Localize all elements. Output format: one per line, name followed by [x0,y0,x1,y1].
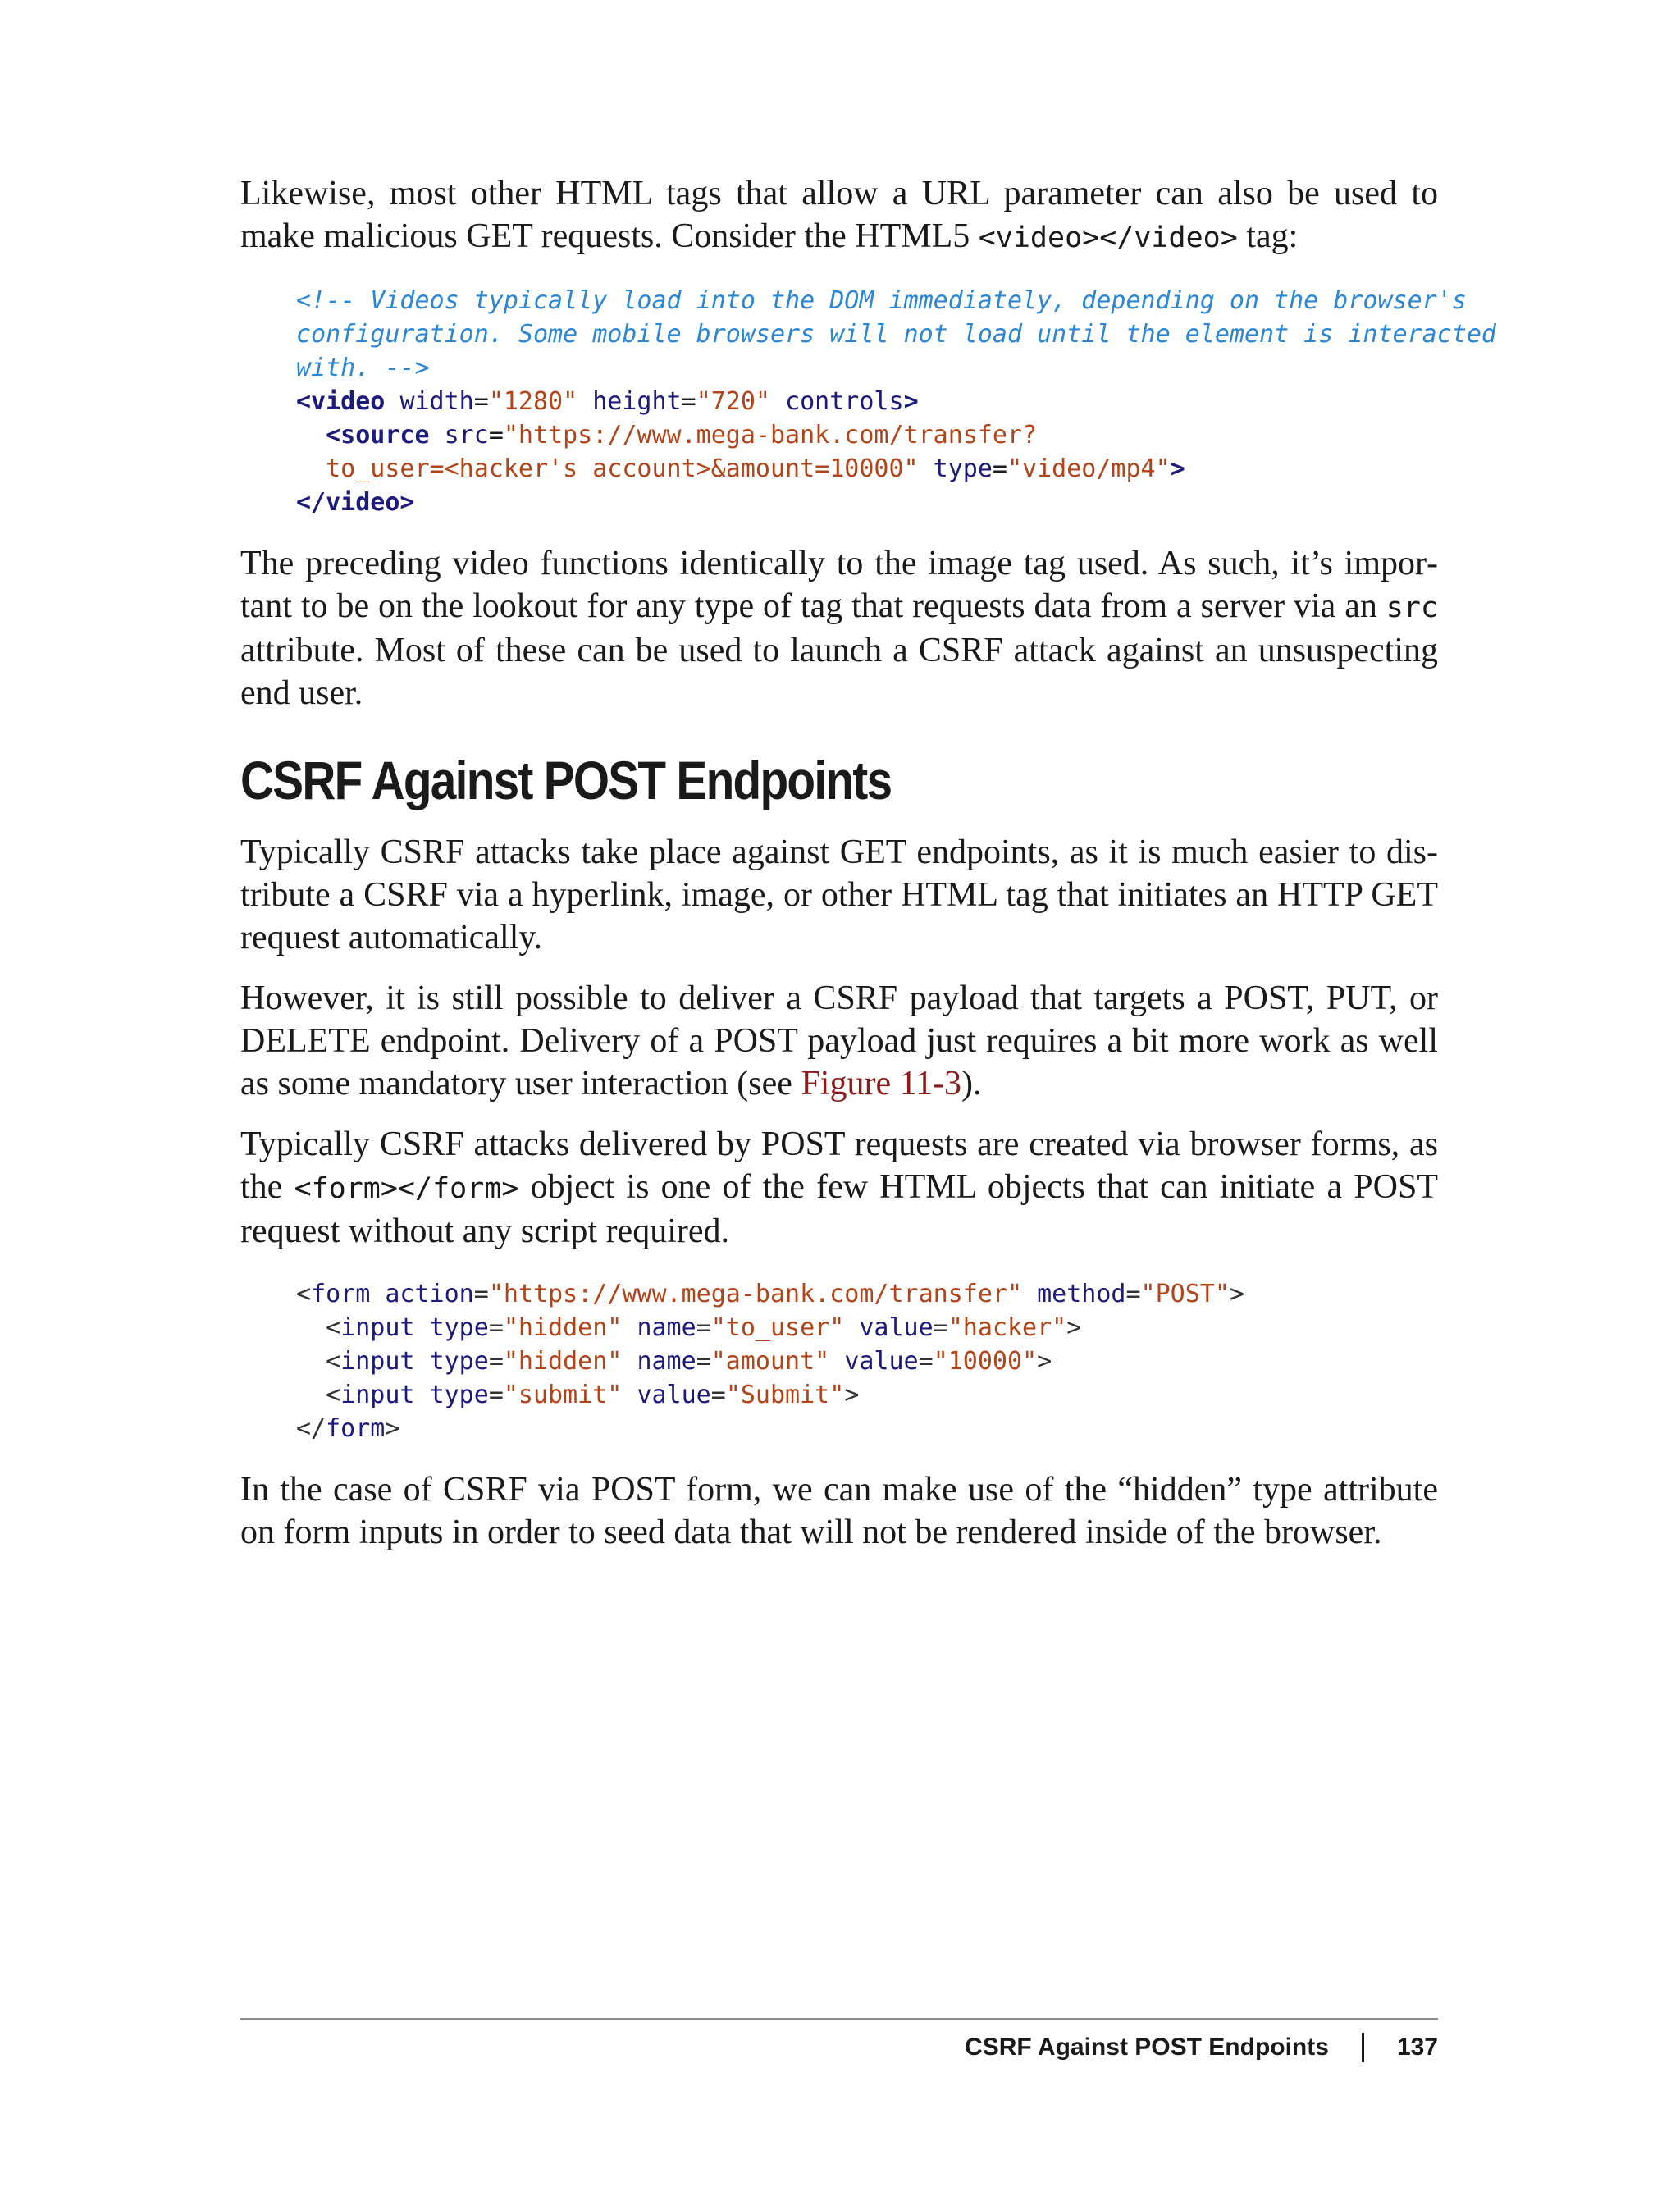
code-punct: < [326,1347,341,1376]
code-attr: width [399,387,474,416]
code-tag: form [326,1414,386,1443]
code-string: "POST" [1140,1280,1230,1308]
code-punct: < [326,1313,341,1342]
code-punct: < [296,1280,312,1308]
inline-code-video: <video></video> [978,221,1238,254]
code-string: "hidden" [503,1313,623,1342]
code-block-video: <!-- Videos typically load into the DOM immediately, depending on the browser's configuration. Some mobile browsers will not load until the element is interacted with. --> <video width="1280" height="720" controls> <source src="https://www.mega-bank.com/transfer? to_user=<hacker's account>&amount=10000" type="video/mp4"> </video> [296,286,1496,517]
code-punct: = [488,1313,504,1342]
footer-separator [1362,2033,1364,2062]
footer-section-title: CSRF Against POST Endpoints [965,2034,1329,2061]
code-punct: > [1066,1313,1082,1342]
code-attr: type [429,1347,489,1376]
code-string: to_user=<hacker's account>&amount=10000" [326,454,919,483]
code-punct: > [844,1381,860,1409]
text-run: However, it is still possible to deliver a CSRF payload that targets a POST, PUT, or DELETE endpoint. Delivery of a POST payload just requires a bit more work as well as some mandatory user interaction (see [240,979,1438,1102]
code-string: "10000" [933,1347,1038,1376]
text-run: object is one of the few HTML objects that can initiate a POST request without any script required. [240,1168,1438,1250]
text-run: In the case of CSRF via POST form, we can make use of the “hidden” type attribute on form inputs in order to seed data that will not be rendered inside of the browser. [240,1471,1438,1551]
code-tag: input [340,1347,415,1376]
code-attr: value [844,1347,919,1376]
page-footer [965,2031,1438,2064]
paragraph-hidden-inputs [240,1468,1438,1554]
text-run: Typically CSRF attacks take place against GET endpoints, as it is much easier to distribute a CSRF via a hyperlink, image, or other HTML tag that initiates an HTTP GET request automatically. [240,833,1438,956]
code-punct: = [488,1347,504,1376]
code-tag: input [340,1313,415,1342]
code-punct: = [488,1381,504,1409]
code-punct: = [473,1280,489,1308]
code-attr: action [385,1280,474,1308]
text-run: ). [961,1065,982,1102]
code-string: "1280" [488,387,578,416]
code-tag: form [311,1280,371,1308]
code-string: "https://www.mega-bank.com/transfer? [503,421,1038,450]
code-attr: name [637,1347,696,1376]
code-tag: </video> [296,488,415,517]
code-punct: = [933,1313,948,1342]
code-string: "720" [696,387,770,416]
code-punct: = [1125,1280,1141,1308]
code-attr: controls [785,387,904,416]
text-run: Typically CSRF attacks delivered by POST requests are created via browser forms, as the [240,1125,1438,1206]
inline-code-src: src [1386,591,1438,624]
section-heading: CSRF Against POST Endpoints [240,750,892,810]
code-tag: input [340,1381,415,1409]
code-string: "video/mp4" [1007,454,1171,483]
code-block-form [240,1277,1438,1445]
code-punct: = [918,1347,934,1376]
code-string: "hacker" [947,1313,1067,1342]
code-tag: > [1170,454,1185,483]
paragraph-video-explanation [240,542,1438,714]
code-attr: height [592,387,682,416]
code-punct: < [326,1381,341,1409]
code-attr: type [429,1381,489,1409]
code-attr: type [933,454,993,483]
code-tag: > [903,387,919,416]
code-punct: = [710,1381,726,1409]
code-comment: <!-- Videos typically load into the DOM immediately, depending on the browser's [296,286,1467,315]
paragraph-video-intro [240,172,1438,259]
text-run: tag: [1237,217,1299,255]
text-run: attribute. Most of these can be used to launch a CSRF attack against an unsuspecting end user. [240,632,1438,712]
paragraph-get-endpoints [240,831,1438,959]
code-comment: configuration. Some mobile browsers will not load until the element is interacted [296,320,1496,349]
code-string: "amount" [710,1347,830,1376]
code-attr: type [429,1313,489,1342]
code-punct: </ [296,1414,326,1443]
code-punct: = [696,1347,711,1376]
code-string: "https://www.mega-bank.com/transfer" [488,1280,1023,1308]
page-number: 137 [1396,2034,1438,2061]
code-string: "Submit" [725,1381,845,1409]
code-string: "to_user" [710,1313,845,1342]
figure-link[interactable]: Figure 11-3 [801,1065,962,1102]
page-content [240,172,1496,1554]
code-string: "hidden" [503,1347,623,1376]
inline-code-form: <form></form> [294,1172,519,1205]
code-attr: value [637,1381,711,1409]
code-attr: method [1037,1280,1126,1308]
code-punct: > [385,1414,400,1443]
paragraph-post-payload [240,977,1438,1105]
code-attr: value [859,1313,934,1342]
code-attr: src [444,421,489,450]
code-comment: with. --> [296,354,430,382]
text-run: The preceding video functions identically to the image tag used. As such, it’s important to be on the lookout for any type of tag that requests data from a server via an [240,545,1438,625]
text-run: Likewise, most other HTML tags that allow a URL parameter can also be used to make malicious GET requests. Consider the HTML5 [240,175,1438,255]
paragraph-browser-forms [240,1123,1438,1253]
footer-rule [240,2018,1438,2020]
code-punct: > [1037,1347,1052,1376]
code-tag: <video [296,387,386,416]
code-string: "submit" [503,1381,623,1409]
code-attr: name [637,1313,696,1342]
code-tag: <source [326,421,430,450]
code-punct: = [696,1313,711,1342]
code-punct: > [1229,1280,1244,1308]
